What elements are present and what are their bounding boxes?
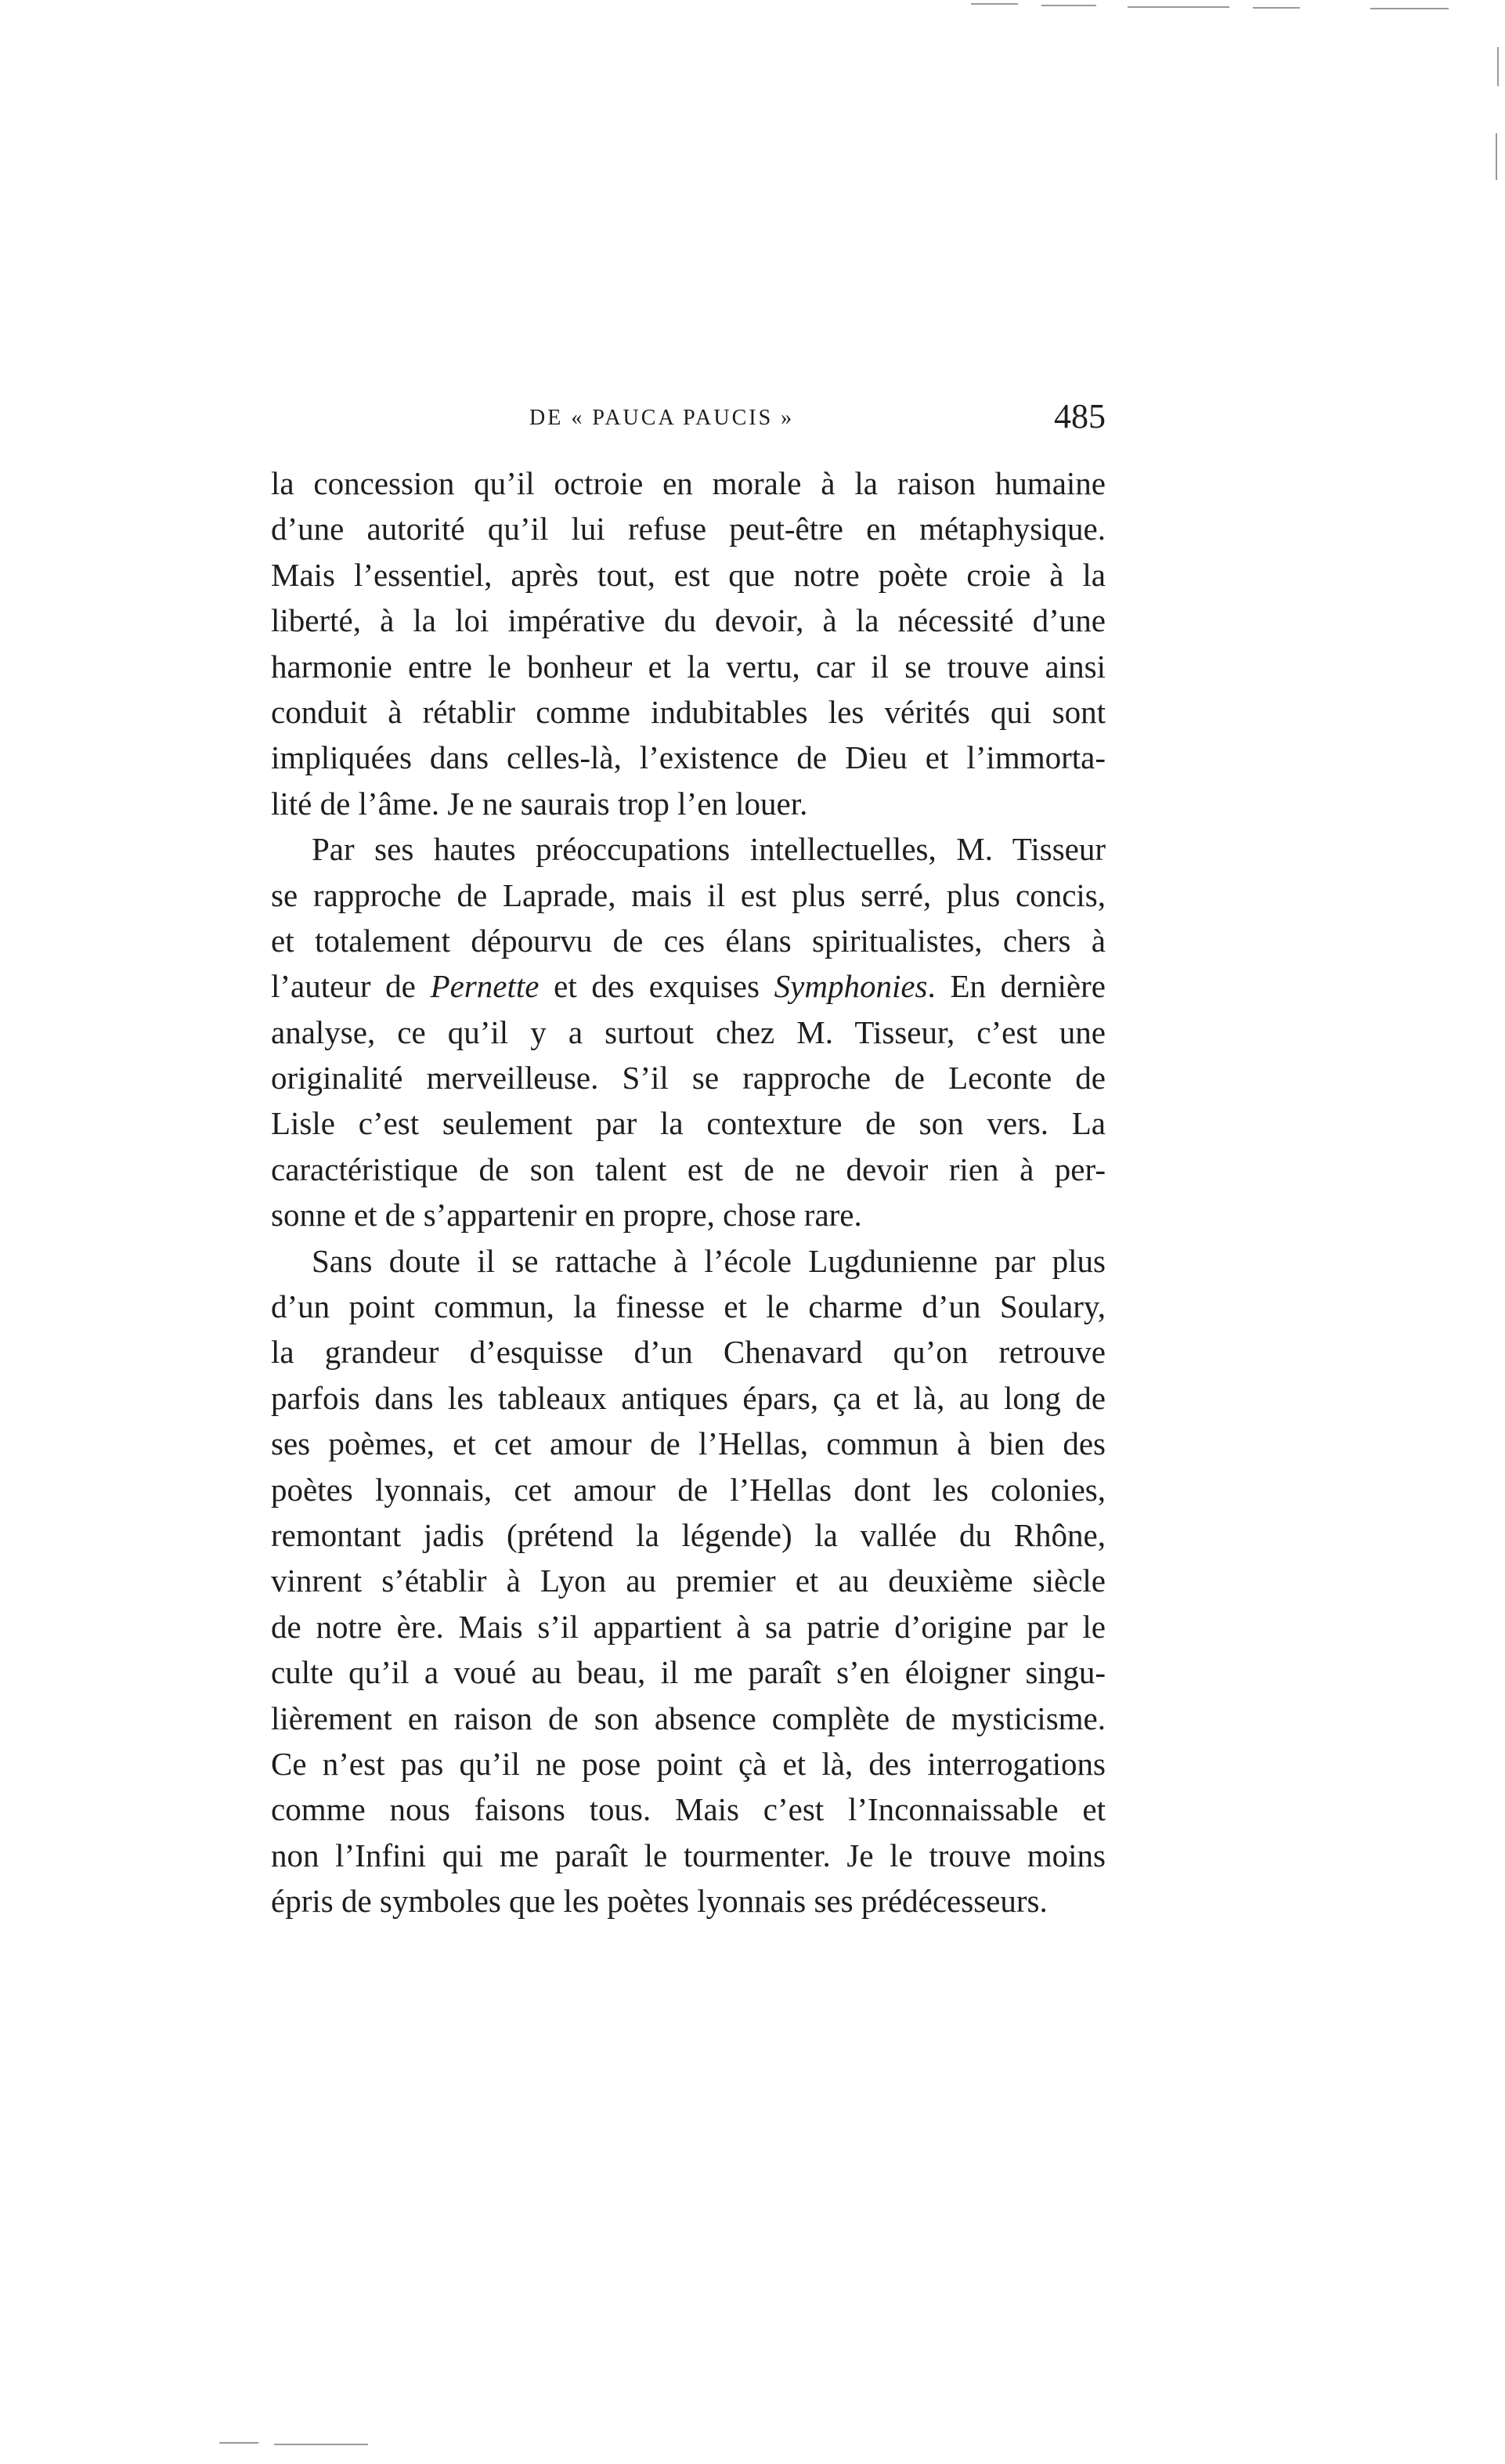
scan-mark bbox=[1253, 7, 1300, 9]
text-line: ses poèmes, et cet amour de l’Hellas, commun à bien des bbox=[271, 1425, 1106, 1462]
paragraph bbox=[271, 826, 1106, 1238]
title-pernette: Pernette bbox=[430, 968, 540, 1005]
text-line: remontant jadis (prétend la légende) la vallée du Rhône, bbox=[271, 1516, 1106, 1553]
text-run: . En dernière bbox=[927, 968, 1106, 1005]
text-line: Lisle c’est seulement par la contexture de son vers. La bbox=[271, 1105, 1106, 1142]
page-number: 485 bbox=[1054, 397, 1106, 435]
text-line: lièrement en raison de son absence complète de mysticisme. bbox=[271, 1700, 1106, 1736]
scan-mark bbox=[219, 2442, 258, 2444]
text-line bbox=[271, 963, 1106, 1009]
text-line: originalité merveilleuse. S’il se rapproche de Leconte de bbox=[271, 1060, 1106, 1097]
text-line: caractéristique de son talent est de ne devoir rien à per- bbox=[271, 1151, 1106, 1187]
title-symphonies: Symphonies bbox=[774, 968, 928, 1005]
paragraph bbox=[271, 461, 1106, 826]
text-line: parfois dans les tableaux antiques épars, ça et là, au long de bbox=[271, 1379, 1106, 1416]
text-line: poètes lyonnais, cet amour de l’Hellas dont les colonies, bbox=[271, 1471, 1106, 1508]
scan-mark bbox=[1041, 5, 1096, 6]
scan-mark bbox=[1496, 133, 1497, 180]
text-line: impliquées dans celles-là, l’existence de Dieu et l’immorta- bbox=[271, 739, 1106, 776]
text-line: analyse, ce qu’il y a surtout chez M. Tisseur, c’est une bbox=[271, 1013, 1106, 1050]
text-line: sonne et de s’appartenir en propre, chose rare. bbox=[271, 1197, 862, 1234]
text-run: l’auteur de bbox=[271, 968, 431, 1005]
scan-mark bbox=[1128, 6, 1229, 8]
running-title: DE « PAUCA PAUCIS » bbox=[529, 406, 795, 430]
text-line: de notre ère. Mais s’il appartient à sa patrie d’origine par le bbox=[271, 1608, 1106, 1645]
text-line: d’un point commun, la finesse et le charme d’un Soulary, bbox=[271, 1288, 1106, 1325]
scan-mark bbox=[1497, 47, 1499, 86]
text-line: Mais l’essentiel, après tout, est que notre poète croie à la bbox=[271, 556, 1106, 593]
text-line: non l’Infini qui me paraît le tourmenter. Je le trouve moins bbox=[271, 1837, 1106, 1873]
scan-mark bbox=[1370, 8, 1449, 9]
text-line: et totalement dépourvu de ces élans spiritualistes, chers à bbox=[271, 922, 1106, 959]
text-line: vinrent s’établir à Lyon au premier et au deuxième siècle bbox=[271, 1563, 1106, 1599]
scan-mark bbox=[971, 3, 1018, 5]
text-line: Ce n’est pas qu’il ne pose point çà et là, des interrogations bbox=[271, 1745, 1106, 1782]
text-line: la concession qu’il octroie en morale à la raison humaine bbox=[271, 465, 1106, 501]
paragraph bbox=[271, 1238, 1106, 1924]
text-run: et des exquises bbox=[539, 968, 774, 1005]
text-line: d’une autorité qu’il lui refuse peut-être en métaphysique. bbox=[271, 511, 1106, 547]
text-line: lité de l’âme. Je ne saurais trop l’en louer. bbox=[271, 785, 808, 822]
text-line: épris de symboles que les poètes lyonnais ses prédécesseurs. bbox=[271, 1883, 1048, 1920]
text-line: la grandeur d’esquisse d’un Chenavard qu’on retrouve bbox=[271, 1334, 1106, 1371]
scan-mark bbox=[274, 2444, 368, 2445]
text-line: liberté, à la loi impérative du devoir, à la nécessité d’une bbox=[271, 602, 1106, 639]
text-line: comme nous faisons tous. Mais c’est l’Inconnaissable et bbox=[271, 1791, 1106, 1828]
text-line: Sans doute il se rattache à l’école Lugdunienne par plus bbox=[312, 1242, 1106, 1279]
body-text bbox=[271, 461, 1106, 1924]
text-line: se rapproche de Laprade, mais il est plus serré, plus concis, bbox=[271, 876, 1106, 913]
text-line: Par ses hautes préoccupations intellectuelles, M. Tisseur bbox=[312, 831, 1106, 868]
text-line: harmonie entre le bonheur et la vertu, car il se trouve ainsi bbox=[271, 648, 1106, 685]
text-line: culte qu’il a voué au beau, il me paraît s’en éloigner singu- bbox=[271, 1654, 1106, 1691]
running-head bbox=[271, 398, 1106, 445]
text-line: conduit à rétablir comme indubitables les vérités qui sont bbox=[271, 693, 1106, 730]
